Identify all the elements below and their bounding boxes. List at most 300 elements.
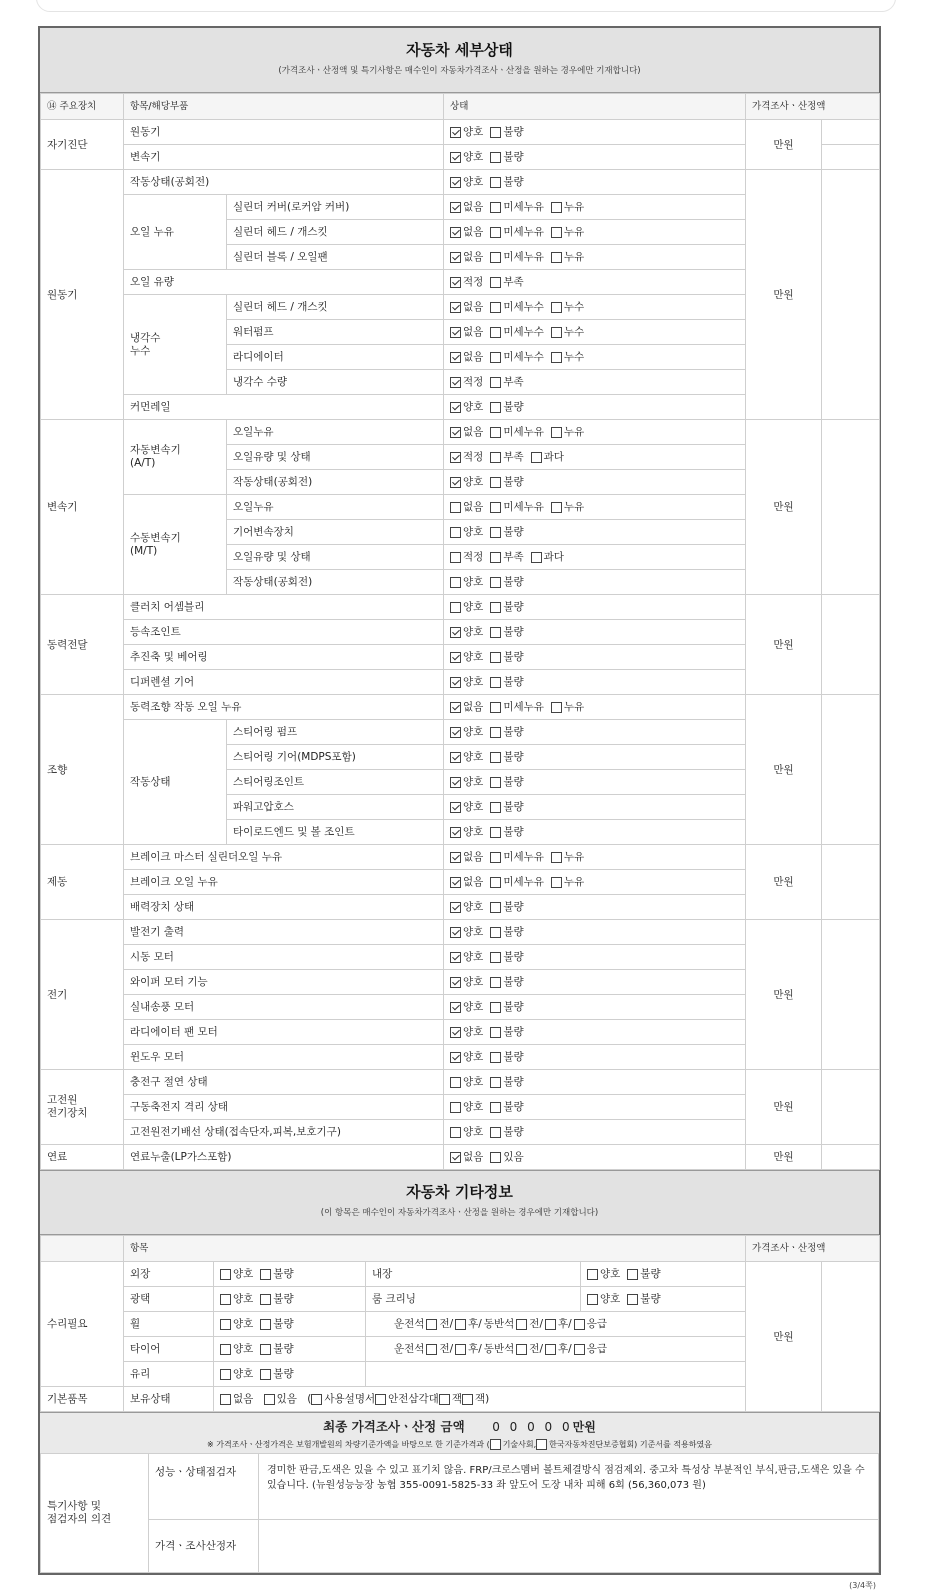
checkbox[interactable] [536,1439,547,1450]
status-option-bad[interactable]: 불량 [490,1126,523,1138]
status-option-fine-water[interactable]: 미세누수 [490,351,544,363]
checkbox[interactable] [220,1369,231,1380]
checkbox[interactable] [490,252,501,263]
status-option-leak[interactable]: 누유 [551,426,584,438]
checkbox[interactable] [516,1344,527,1355]
status-option-bad[interactable]: 불량 [490,576,523,588]
section-title: 자동차 세부상태 [406,41,513,59]
status-option-fine-leak[interactable]: 미세누유 [490,201,544,213]
price-unit: 만원 [746,1262,822,1412]
checkbox[interactable] [450,1002,461,1013]
checkbox[interactable] [574,1344,585,1355]
checkbox[interactable] [490,452,501,463]
price-unit: 만원 [746,1145,822,1170]
status-option-short[interactable]: 부족 [490,551,523,563]
status-option-good[interactable]: 양호 [220,1368,253,1380]
checkbox[interactable] [450,877,461,888]
checkbox[interactable] [627,1294,638,1305]
table-row: 타이로드엔드 및 볼 조인트 양호 불량 [41,820,880,845]
checkbox[interactable] [220,1269,231,1280]
checkbox[interactable] [220,1319,231,1330]
checkbox[interactable] [450,977,461,988]
checkbox[interactable] [450,327,461,338]
checkbox[interactable] [490,377,501,388]
table-row: 수리필요 외장 양호 불량 내장 양호 불량 만원 [41,1262,880,1287]
checkbox[interactable] [220,1394,231,1405]
table-row: 연료 연료누출(LP가스포함) 없음 있음 만원 [41,1145,880,1170]
status-option-bad[interactable]: 불량 [260,1368,293,1380]
status-option-fine-leak[interactable]: 미세누유 [490,701,544,713]
checkbox[interactable] [450,577,461,588]
table-row: 디퍼렌셜 기어 양호 불량 [41,670,880,695]
section-title: 자동차 기타정보 [406,1183,513,1201]
checkbox[interactable] [490,677,501,688]
checkbox[interactable] [220,1294,231,1305]
checkbox[interactable] [551,702,562,713]
status-option-bad[interactable]: 불량 [627,1293,660,1305]
status-option-good[interactable]: 양호 [450,1051,483,1063]
checkbox[interactable] [450,902,461,913]
price-unit: 만원 [746,695,822,845]
checkbox[interactable] [450,477,461,488]
option[interactable]: 있음 [264,1393,297,1405]
checkbox[interactable] [439,1394,450,1405]
checkbox[interactable] [450,277,461,288]
status-option-bad[interactable]: 불량 [490,401,523,413]
checkbox[interactable] [490,502,501,513]
table-row: 스티어링조인트 양호 불량 [41,770,880,795]
status-option-bad[interactable]: 불량 [490,601,523,613]
status-option-bad[interactable]: 불량 [490,776,523,788]
status-option-bad[interactable]: 불량 [490,1101,523,1113]
status-option-leak[interactable]: 누유 [551,851,584,863]
status-option-good[interactable]: 양호 [450,1101,483,1113]
checkbox[interactable] [426,1344,437,1355]
checkbox[interactable] [490,227,501,238]
status-option-fine-leak[interactable]: 미세누유 [490,876,544,888]
status-option-good[interactable]: 양호 [450,601,483,613]
checkbox[interactable] [450,677,461,688]
group-power-transfer: 동력전달 [41,595,124,695]
checkbox[interactable] [516,1319,527,1330]
opinion-label: 특기사항 및 점검자의 의견 [41,1454,149,1573]
checkbox[interactable] [545,1319,556,1330]
table-row: 실린더 블록 / 오일팬 없음 미세누유 누유 [41,245,880,270]
sub-manual: 수동변속기 (M/T) [124,495,227,595]
checkbox[interactable] [490,852,501,863]
checkbox[interactable] [551,227,562,238]
status-option-proper[interactable]: 적정 [450,276,483,288]
checkbox[interactable] [490,552,501,563]
status-option-good[interactable]: 양호 [450,1076,483,1088]
status-option-good[interactable]: 양호 [450,151,483,163]
checkbox[interactable] [450,502,461,513]
status-option-none[interactable]: 없음 [450,326,483,338]
checkbox[interactable] [490,1152,501,1163]
status-option-none[interactable]: 없음 [450,426,483,438]
col-status: 상태 [444,94,746,120]
checkbox[interactable] [260,1294,271,1305]
checkbox[interactable] [450,452,461,463]
table-row: 유리 양호 불량 [41,1362,880,1387]
checkbox[interactable] [311,1394,322,1405]
status-option-leak[interactable]: 누유 [551,501,584,513]
price-unit: 만원 [746,920,822,1070]
sub-coolant-leak: 냉각수 누수 [124,295,227,395]
status-option-proper[interactable]: 적정 [450,551,483,563]
status-option-fine-leak[interactable]: 미세누유 [490,851,544,863]
checkbox[interactable] [450,1127,461,1138]
table-row: 배력장치 상태 양호 불량 [41,895,880,920]
checkbox[interactable] [490,1002,501,1013]
table-row: 고전원 전기장치 충전구 절연 상태 양호 불량 만원 [41,1070,880,1095]
status-option-bad[interactable]: 불량 [260,1293,293,1305]
col-price: 가격조사ㆍ산정액 [746,94,880,120]
checkbox[interactable] [490,777,501,788]
checkbox[interactable] [574,1319,585,1330]
appraiser-opinion [259,1520,879,1573]
checkbox[interactable] [450,802,461,813]
final-price-title: 최종 가격조사ㆍ산정 금액 [323,1419,465,1434]
checkbox[interactable] [450,777,461,788]
status-option-none[interactable]: 없음 [450,351,483,363]
table-row: 스티어링 기어(MDPS포함) 양호 불량 [41,745,880,770]
checkbox[interactable] [455,1319,466,1330]
col-price: 가격조사ㆍ산정액 [746,1236,880,1262]
status-option-good[interactable]: 양호 [450,526,483,538]
status-option-good[interactable]: 양호 [450,726,483,738]
status-option-good[interactable]: 양호 [450,976,483,988]
checkbox[interactable] [551,202,562,213]
checkbox[interactable] [450,227,461,238]
checkbox[interactable] [531,552,542,563]
checkbox[interactable] [587,1269,598,1280]
checkbox[interactable] [551,302,562,313]
checkbox[interactable] [490,952,501,963]
checkbox[interactable] [490,602,501,613]
top-card-edge [36,0,896,12]
status-option-short[interactable]: 부족 [490,451,523,463]
status-option-none[interactable]: 없음 [450,876,483,888]
status-option-good[interactable]: 양호 [450,651,483,663]
checkbox[interactable] [490,152,501,163]
status-option-good[interactable]: 양호 [450,826,483,838]
status-option-bad[interactable]: 불량 [490,526,523,538]
col-item: 항목/해당부품 [124,94,444,120]
status-option-water[interactable]: 누수 [551,351,584,363]
checkbox[interactable] [490,1102,501,1113]
checkbox[interactable] [260,1344,271,1355]
checkbox[interactable] [455,1344,466,1355]
checkbox[interactable] [490,752,501,763]
checkbox[interactable] [260,1269,271,1280]
checkbox[interactable] [450,752,461,763]
status-option-bad[interactable]: 불량 [490,651,523,663]
status-option-none[interactable]: 없음 [450,226,483,238]
checkbox[interactable] [450,552,461,563]
checkbox[interactable] [450,827,461,838]
status-option-good[interactable]: 양호 [450,951,483,963]
table-row: 작동상태(공회전) 양호 불량 [41,570,880,595]
checkbox[interactable] [260,1319,271,1330]
status-option-good[interactable]: 양호 [587,1268,620,1280]
checkbox[interactable] [450,1052,461,1063]
status-option-proper[interactable]: 적정 [450,376,483,388]
checkbox[interactable] [450,352,461,363]
checkbox[interactable] [450,402,461,413]
status-option-bad[interactable]: 불량 [490,1076,523,1088]
status-option-bad[interactable]: 불량 [260,1318,293,1330]
sub-automatic: 자동변속기 (A/T) [124,420,227,495]
status-option-good[interactable]: 양호 [450,126,483,138]
checkbox[interactable] [490,302,501,313]
checkbox[interactable] [490,402,501,413]
status-option-water[interactable]: 누수 [551,326,584,338]
status-option-good[interactable]: 양호 [587,1293,620,1305]
status-option-bad[interactable]: 불량 [490,126,523,138]
status-option-good[interactable]: 양호 [450,901,483,913]
status-option-bad[interactable]: 불량 [490,826,523,838]
checkbox[interactable] [490,352,501,363]
status-option-short[interactable]: 부족 [490,276,523,288]
checkbox[interactable] [490,927,501,938]
checkbox[interactable] [450,202,461,213]
status-option-excess[interactable]: 과다 [531,551,564,563]
appraiser-label: 가격ㆍ조사산정자 [149,1520,259,1573]
status-option-good[interactable]: 양호 [450,776,483,788]
status-option-good[interactable]: 양호 [450,476,483,488]
checkbox[interactable] [490,427,501,438]
checkbox[interactable] [450,427,461,438]
checkbox[interactable] [490,127,501,138]
checkbox[interactable] [490,327,501,338]
checkbox[interactable] [462,1394,473,1405]
checkbox[interactable] [490,527,501,538]
checkbox[interactable] [551,327,562,338]
vehicle-detail-form [38,26,881,1575]
checkbox[interactable] [490,577,501,588]
checkbox[interactable] [490,477,501,488]
owned-items: 없음 있음 ( 사용설명서 안전삼각대 잭 잭) [214,1387,746,1412]
status-option-bad[interactable]: 불량 [490,1051,523,1063]
status-option-bad[interactable]: 불량 [490,676,523,688]
table-row: 원동기 작동상태(공회전) 양호 불량 만원 [41,170,880,195]
checkbox[interactable] [490,1052,501,1063]
checkbox[interactable] [551,427,562,438]
checkbox[interactable] [490,627,501,638]
status-option-good[interactable]: 양호 [220,1318,253,1330]
table-row: 기어변속장치 양호 불량 [41,520,880,545]
status-option-bad[interactable]: 불량 [490,901,523,913]
price-unit: 만원 [746,170,822,420]
status-option-have[interactable]: 있음 [490,1151,523,1163]
price-unit: 만원 [746,1070,822,1145]
checkbox[interactable] [260,1369,271,1380]
checkbox[interactable] [531,452,542,463]
status-option-good[interactable]: 양호 [450,926,483,938]
status-option-none[interactable]: 없음 [450,1151,483,1163]
status-option-leak[interactable]: 누유 [551,251,584,263]
table-row: 시동 모터 양호 불량 [41,945,880,970]
group-steering: 조향 [41,695,124,845]
checkbox[interactable] [264,1394,275,1405]
checkbox[interactable] [490,902,501,913]
checkbox[interactable] [450,852,461,863]
status-option-none[interactable]: 없음 [450,251,483,263]
status-option-bad[interactable]: 불량 [260,1268,293,1280]
checkbox[interactable] [490,727,501,738]
checkbox[interactable] [490,652,501,663]
table-row: 구동축전지 격리 상태 양호 불량 [41,1095,880,1120]
group-transmission: 변속기 [41,420,124,595]
table-row: 고전원전기배선 상태(접속단자,피복,보호기구) 양호 불량 [41,1120,880,1145]
checkbox[interactable] [450,1152,461,1163]
table-row: 윈도우 모터 양호 불량 [41,1045,880,1070]
final-price-unit: 만원 [572,1420,596,1434]
status-option-fine-water[interactable]: 미세누수 [490,326,544,338]
status-option-good[interactable]: 양호 [450,576,483,588]
status-option-good[interactable]: 양호 [450,401,483,413]
status-option-excess[interactable]: 과다 [531,451,564,463]
checkbox[interactable] [587,1294,598,1305]
status-option-bad[interactable]: 불량 [490,801,523,813]
col-main-device: ⑭ 주요장치 [41,94,124,120]
section-subtitle: (가격조사ㆍ산정액 및 특기사항은 매수인이 자동차가격조사ㆍ산정을 원하는 경우에만 기재합니다) [278,66,641,76]
checkbox[interactable] [490,1439,501,1450]
checkbox[interactable] [490,802,501,813]
status-option-none[interactable]: 없음 [450,701,483,713]
checkbox[interactable] [375,1394,386,1405]
checkbox[interactable] [490,202,501,213]
status-option-none[interactable]: 없음 [450,851,483,863]
status-option-fine-water[interactable]: 미세누수 [490,301,544,313]
status-option-fine-leak[interactable]: 미세누유 [490,501,544,513]
table-row: 오일 유량 적정 부족 [41,270,880,295]
table-row: 파워고압호스 양호 불량 [41,795,880,820]
price-unit: 만원 [746,420,822,595]
checkbox[interactable] [490,1077,501,1088]
status-option-fine-leak[interactable]: 미세누유 [490,426,544,438]
status-option-none[interactable]: 없음 [450,201,483,213]
checkbox[interactable] [450,1102,461,1113]
inspector-opinion: 경미한 판금,도색은 있을 수 있고 표기치 않음. FRP/크로스멤버 볼트체결방식 점검제외. 중고차 특성상 부분적인 부식,판금,도색은 있을 수 있습니다. (뉴원성능능장 농협 355-0091-5825-33 좌 앞도어 도장 내차 피해 6회 (56,360,073 원) [259,1454,879,1520]
status-option-good[interactable]: 양호 [450,1026,483,1038]
status-option-bad[interactable]: 불량 [490,151,523,163]
checkbox[interactable] [545,1344,556,1355]
checkbox[interactable] [551,877,562,888]
checkbox[interactable] [450,177,461,188]
checkbox[interactable] [450,252,461,263]
checkbox[interactable] [551,352,562,363]
final-note: ※ 가격조사ㆍ산정가격은 보험개발원의 차량기준가액을 바탕으로 한 기준가격과 ( 기술사회, 한국자동차진단보증협회) 기준서를 적용하였음 [207,1440,712,1449]
status-option-good[interactable]: 양호 [450,1001,483,1013]
checkbox[interactable] [490,702,501,713]
status-option-bad[interactable]: 불량 [627,1268,660,1280]
checkbox[interactable] [220,1344,231,1355]
status-option-good[interactable]: 양호 [220,1293,253,1305]
checkbox[interactable] [490,977,501,988]
checkbox[interactable] [450,377,461,388]
status-option-good[interactable]: 양호 [450,1126,483,1138]
checkbox[interactable] [490,1027,501,1038]
checkbox[interactable] [450,1027,461,1038]
checkbox[interactable] [551,502,562,513]
checkbox[interactable] [490,827,501,838]
checkbox[interactable] [450,1077,461,1088]
status-option-leak[interactable]: 누유 [551,876,584,888]
status-option-none[interactable]: 없음 [450,501,483,513]
status-option-bad[interactable]: 불량 [490,626,523,638]
checkbox[interactable] [450,127,461,138]
status-option-leak[interactable]: 누유 [551,201,584,213]
checkbox[interactable] [551,252,562,263]
status-option-bad[interactable]: 불량 [490,1026,523,1038]
checkbox[interactable] [450,302,461,313]
status-option-proper[interactable]: 적정 [450,451,483,463]
table-row: 타이어 양호 불량 운전석 전/ 후/ 동반석 전/ 후/ 응급 [41,1337,880,1362]
status-option-water[interactable]: 누수 [551,301,584,313]
group-brake: 제동 [41,845,124,920]
status-option-good[interactable]: 양호 [220,1268,253,1280]
checkbox[interactable] [450,727,461,738]
inspector-label: 성능ㆍ상태점검자 [149,1454,259,1520]
status-option-fine-leak[interactable]: 미세누유 [490,251,544,263]
checkbox[interactable] [450,602,461,613]
status-option-bad[interactable]: 불량 [260,1343,293,1355]
checkbox[interactable] [490,1127,501,1138]
group-engine: 원동기 [41,170,124,420]
status-option-good[interactable]: 양호 [450,626,483,638]
checkbox[interactable] [450,927,461,938]
status-option-good[interactable]: 양호 [450,751,483,763]
checkbox[interactable] [426,1319,437,1330]
checkbox[interactable] [450,952,461,963]
checkbox[interactable] [450,702,461,713]
status-option-bad[interactable]: 불량 [490,726,523,738]
checkbox[interactable] [490,877,501,888]
option[interactable]: 없음 [220,1393,253,1405]
table-row: 작동상태 스티어링 펌프 양호 불량 [41,720,880,745]
status-option-bad[interactable]: 불량 [490,926,523,938]
status-option-good[interactable]: 양호 [220,1343,253,1355]
checkbox[interactable] [450,152,461,163]
checkbox[interactable] [450,652,461,663]
status-option-none[interactable]: 없음 [450,301,483,313]
status-option-bad[interactable]: 불량 [490,1001,523,1013]
checkbox[interactable] [490,177,501,188]
status-option-good[interactable]: 양호 [450,176,483,188]
status-option-short[interactable]: 부족 [490,376,523,388]
status-option-bad[interactable]: 불량 [490,951,523,963]
status-option-good[interactable]: 양호 [450,801,483,813]
status-option-bad[interactable]: 불량 [490,976,523,988]
table-row: 오일유량 및 상태 적정 부족 과다 [41,445,880,470]
checkbox[interactable] [627,1269,638,1280]
checkbox[interactable] [490,277,501,288]
checkbox[interactable] [450,627,461,638]
table-row: 조향 동력조향 작동 오일 누유 없음 미세누유 누유 만원 [41,695,880,720]
status-option-bad[interactable]: 불량 [490,476,523,488]
status-option-leak[interactable]: 누유 [551,701,584,713]
status-option-fine-leak[interactable]: 미세누유 [490,226,544,238]
status-option-good[interactable]: 양호 [450,676,483,688]
status-option-leak[interactable]: 누유 [551,226,584,238]
checkbox[interactable] [551,852,562,863]
status-option-bad[interactable]: 불량 [490,751,523,763]
table-row: 변속기 자동변속기 (A/T) 오일누유 없음 미세누유 누유 만원 [41,420,880,445]
checkbox[interactable] [450,527,461,538]
status-option-bad[interactable]: 불량 [490,176,523,188]
